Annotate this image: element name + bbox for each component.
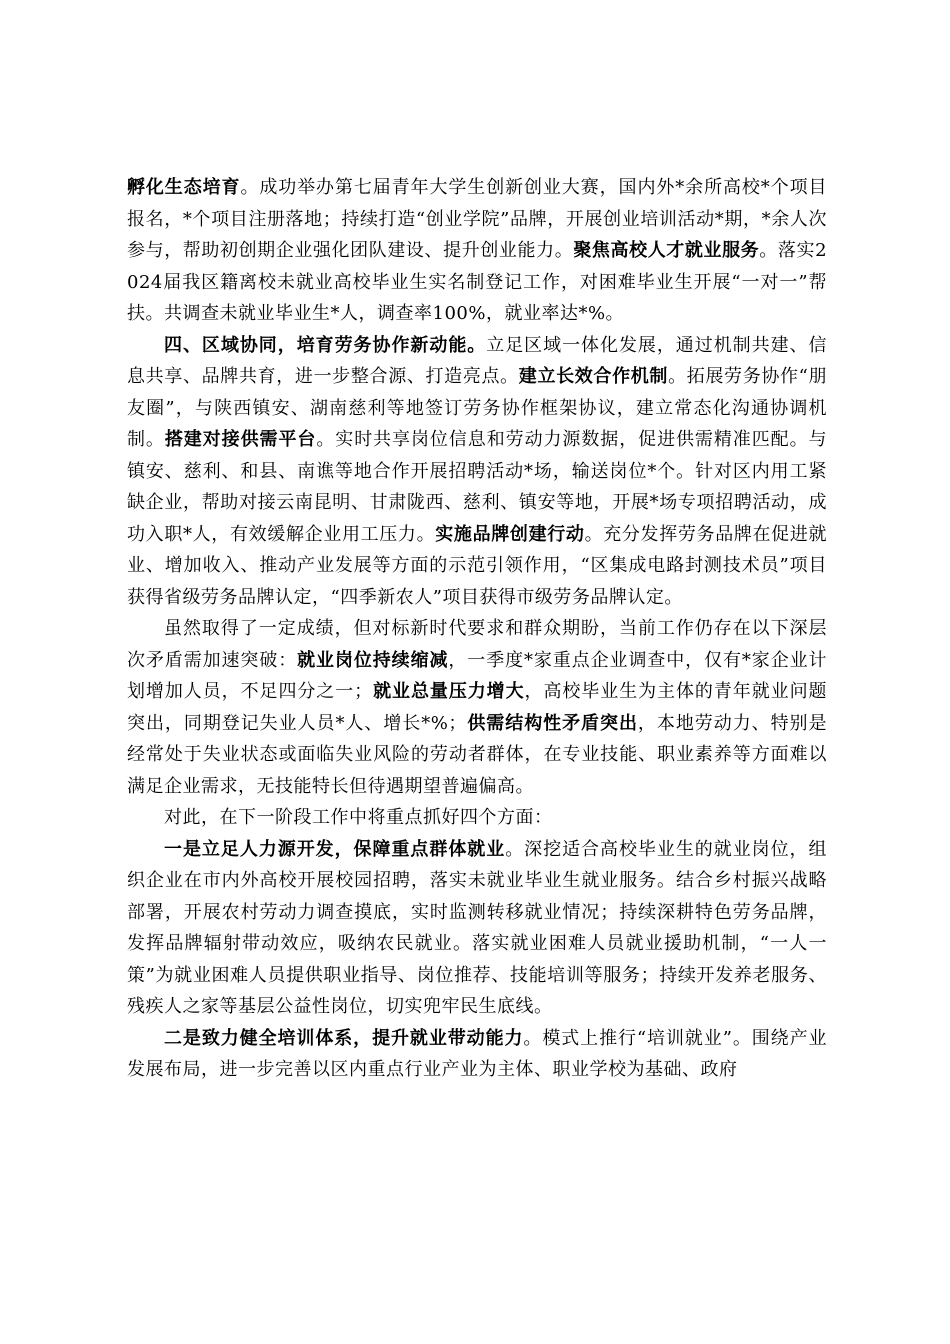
text-point-one: 。深挖适合高校毕业生的就业岗位，组织企业在市内外高校开展校园招聘，落实未就业毕业生就业服务。结合乡村振兴战略部署，开展农村劳动力调查摸底，实时监测转移就业情况；持续深耕特色劳务品牌，发挥品牌辐射带动效应，吸纳农民就业。落实就业困难人员就业援助机制，“一人一策”为就业困难人员提供职业指导、岗位推荐、技能培训等服务；持续开发养老服务、残疾人之家等基层公益性岗位，切实兜牢民生底线。 [127, 838, 828, 1017]
heading-structural-contradiction: 供需结构性矛盾突出 [466, 712, 638, 734]
text-next-steps: 对此，在下一阶段工作中将重点抓好四个方面： [164, 807, 553, 828]
text-regional-intro: 立足区域一体化发展，通过机制共建、信息共享、品牌共育，进一步整合源、打造亮点。 [127, 334, 827, 387]
heading-brand-building: 实施品牌创建行动 [435, 523, 585, 545]
text-brand-building: 。充分发挥劳务品牌在促进就业、增加收入、推动产业发展等方面的示范引领作用，“区集成电路封测技术员”项目获得省级劳务品牌认定，“四季新农人”项目获得市级劳务品牌认定。 [127, 523, 828, 608]
paragraph-regional-collaboration [127, 330, 827, 614]
section-heading-four: 四、区域协同，培育劳务协作新动能。 [164, 334, 487, 356]
heading-point-one: 一是立足人力源开发，保障重点群体就业 [164, 838, 506, 860]
paragraph-point-one [127, 834, 827, 1023]
text-structural-contradiction: ，本地劳动力、特别是经常处于失业状态或面临失业风险的劳动者群体，在专业技能、职业素养等方面难以满足企业需求，无技能特长但待遇期望普遍偏高。 [127, 712, 828, 797]
paragraph-problems [127, 613, 827, 802]
text-cooperation-mechanism: 。拓展劳务协作“朋友圈”，与陕西镇安、湖南慈利等地签订劳务协作框架协议，建立常态化沟通协调机制。 [127, 366, 828, 450]
paragraph-next-steps [127, 802, 827, 834]
text-employment-pressure: ，高校毕业生为主体的青年就业问题突出，同期登记失业人员*人、增长*%； [127, 681, 828, 734]
heading-startup-incubation: 孵化生态培育 [127, 177, 241, 198]
text-job-shrinking: ，一季度*家重点企业调查中，仅有*家企业计划增加人员，不足四分之一； [127, 649, 828, 702]
text-point-two: 。模式上推行“培训就业”。围绕产业发展布局，进一步完善以区内重点行业产业为主体、职业学校为基础、政府 [127, 1027, 827, 1080]
paragraph-point-two [127, 1023, 827, 1086]
text-startup-incubation: 。成功举办第七届青年大学生创新创业大赛，国内外*余所高校*个项目报名，*个项目注册落地；持续打造“创业学院”品牌，开展创业培训活动*期，*余人次参与，帮助初创期企业强化团队建设、提升创业能力。 [127, 177, 828, 261]
heading-job-shrinking: 就业岗位持续缩减 [297, 649, 449, 671]
heading-point-two: 二是致力健全培训体系，提升就业带动能力 [164, 1027, 524, 1049]
document-body [127, 172, 827, 1086]
text-graduate-employment-service: 。落实2024届我区籍离校未就业高校毕业生实名制登记工作，对困难毕业生开展“一对一”帮扶。共调查未就业毕业生*人，调查率100%，就业率达*%。 [127, 240, 828, 324]
heading-supply-demand-platform: 搭建对接供需平台 [164, 429, 317, 450]
paragraph-startup-incubation [127, 172, 827, 330]
text-supply-demand-platform: 。实时共享岗位信息和劳动力源数据，促进供需精准匹配。与镇安、慈利、和县、南谯等地合作开展招聘活动*场，输送岗位*个。针对区内用工紧缺企业，帮助对接云南昆明、甘肃陇西、慈利、镇安等地，开展*场专项招聘活动，成功入职*人，有效缓解企业用工压力。 [127, 429, 828, 545]
heading-employment-pressure: 就业总量压力增大 [372, 681, 525, 702]
text-problems-intro: 虽然取得了一定成绩，但对标新时代要求和群众期盼，当前工作仍存在以下深层次矛盾需加速突破： [127, 618, 827, 671]
heading-cooperation-mechanism: 建立长效合作机制 [518, 366, 669, 387]
heading-graduate-employment-service: 聚焦高校人才就业服务 [573, 240, 760, 261]
